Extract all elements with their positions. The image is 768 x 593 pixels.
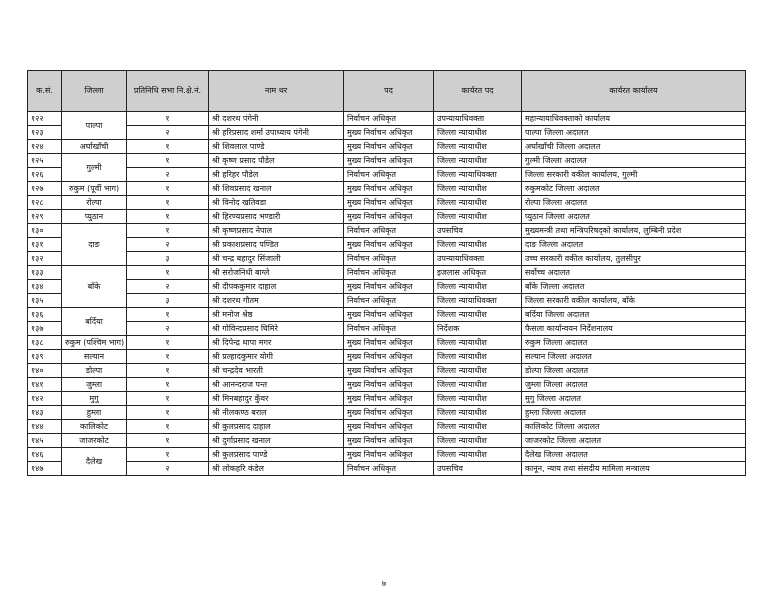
- serial-number-cell: १४४: [28, 420, 62, 434]
- name-cell: श्री प्रल्हादकुमार योगी: [209, 350, 344, 364]
- working-post-cell: निर्देशक: [434, 322, 522, 336]
- working-post-cell: जिल्ला न्यायाधीश: [434, 364, 522, 378]
- constituency-cell: १: [127, 420, 209, 434]
- header-working-office: कार्यरत कार्यालय: [522, 71, 746, 112]
- district-cell: दैलेख: [62, 448, 127, 476]
- name-cell: श्री प्रकाशप्रसाद पण्डित: [209, 238, 344, 252]
- working-office-cell: रोल्पा जिल्ला अदालत: [522, 196, 746, 210]
- table-row: [28, 392, 746, 406]
- working-office-cell: प्युठान जिल्ला अदालत: [522, 210, 746, 224]
- working-office-cell: रुकुमकोट जिल्ला अदालत: [522, 182, 746, 196]
- table-row: [28, 294, 746, 308]
- serial-number-cell: १३२: [28, 252, 62, 266]
- serial-number-cell: १२५: [28, 154, 62, 168]
- working-post-cell: जिल्ला न्यायाधीश: [434, 182, 522, 196]
- table-row: [28, 140, 746, 154]
- working-office-cell: मुगु जिल्ला अदालत: [522, 392, 746, 406]
- working-office-cell: कालिकोट जिल्ला अदालत: [522, 420, 746, 434]
- constituency-cell: १: [127, 266, 209, 280]
- constituency-cell: १: [127, 392, 209, 406]
- serial-number-cell: १२४: [28, 140, 62, 154]
- constituency-cell: २: [127, 126, 209, 140]
- working-post-cell: जिल्ला न्यायाधिवक्ता: [434, 168, 522, 182]
- serial-number-cell: १३४: [28, 280, 62, 294]
- table-row: [28, 238, 746, 252]
- district-cell: जुम्ला: [62, 378, 127, 392]
- table-row: [28, 420, 746, 434]
- name-cell: श्री दीपककुमार दाहाल: [209, 280, 344, 294]
- district-cell: मुगु: [62, 392, 127, 406]
- name-cell: श्री कुलप्रसाद दाहाल: [209, 420, 344, 434]
- table-row: [28, 252, 746, 266]
- table-row: [28, 210, 746, 224]
- name-cell: श्री दुर्गाप्रसाद खनाल: [209, 434, 344, 448]
- name-cell: श्री सरोजनिधी बाग्ले: [209, 266, 344, 280]
- name-cell: श्री दशरथ पंगेनी: [209, 112, 344, 126]
- working-post-cell: जिल्ला न्यायाधीश: [434, 406, 522, 420]
- table-row: [28, 364, 746, 378]
- working-office-cell: जिल्ला सरकारी वकील कार्यालय, गुल्मी: [522, 168, 746, 182]
- post-cell: मुख्य निर्वाचन अधिकृत: [344, 448, 434, 462]
- table-row: [28, 196, 746, 210]
- constituency-cell: १: [127, 140, 209, 154]
- serial-number-cell: १४५: [28, 434, 62, 448]
- working-office-cell: सल्यान जिल्ला अदालत: [522, 350, 746, 364]
- post-cell: मुख्य निर्वाचन अधिकृत: [344, 154, 434, 168]
- post-cell: मुख्य निर्वाचन अधिकृत: [344, 140, 434, 154]
- serial-number-cell: १४०: [28, 364, 62, 378]
- serial-number-cell: १२६: [28, 168, 62, 182]
- district-cell: सल्यान: [62, 350, 127, 364]
- name-cell: श्री शिवलाल पाण्डे: [209, 140, 344, 154]
- district-cell: जाजरकोट: [62, 434, 127, 448]
- header-post: पद: [344, 71, 434, 112]
- header-name: नाम थर: [209, 71, 344, 112]
- name-cell: श्री लोकहरि कंडेल: [209, 462, 344, 476]
- serial-number-cell: १२३: [28, 126, 62, 140]
- name-cell: श्री कुलप्रसाद पाण्डे: [209, 448, 344, 462]
- post-cell: निर्वाचन अधिकृत: [344, 168, 434, 182]
- post-cell: मुख्य निर्वाचन अधिकृत: [344, 350, 434, 364]
- constituency-cell: ३: [127, 294, 209, 308]
- post-cell: मुख्य निर्वाचन अधिकृत: [344, 308, 434, 322]
- working-post-cell: उपन्यायाधिवक्ता: [434, 252, 522, 266]
- post-cell: निर्वाचन अधिकृत: [344, 322, 434, 336]
- constituency-cell: १: [127, 224, 209, 238]
- constituency-cell: १: [127, 196, 209, 210]
- district-cell: रोल्पा: [62, 196, 127, 210]
- working-office-cell: दाङ जिल्ला अदालत: [522, 238, 746, 252]
- constituency-cell: १: [127, 434, 209, 448]
- working-office-cell: जुम्ला जिल्ला अदालत: [522, 378, 746, 392]
- name-cell: श्री विनोद खतिवडा: [209, 196, 344, 210]
- serial-number-cell: १२९: [28, 210, 62, 224]
- post-cell: मुख्य निर्वाचन अधिकृत: [344, 434, 434, 448]
- header-working-post: कार्यरत पद: [434, 71, 522, 112]
- constituency-cell: १: [127, 364, 209, 378]
- name-cell: श्री चन्द्र बहादुर सिंजाली: [209, 252, 344, 266]
- table-row: [28, 266, 746, 280]
- serial-number-cell: १२७: [28, 182, 62, 196]
- post-cell: मुख्य निर्वाचन अधिकृत: [344, 378, 434, 392]
- name-cell: श्री चन्द्रदेव भारती: [209, 364, 344, 378]
- serial-number-cell: १३३: [28, 266, 62, 280]
- table-row: [28, 336, 746, 350]
- constituency-cell: १: [127, 448, 209, 462]
- district-cell: पाल्पा: [62, 112, 127, 140]
- serial-number-cell: १२२: [28, 112, 62, 126]
- working-post-cell: उपसचिव: [434, 224, 522, 238]
- post-cell: मुख्य निर्वाचन अधिकृत: [344, 238, 434, 252]
- working-post-cell: जिल्ला न्यायाधीश: [434, 210, 522, 224]
- working-post-cell: जिल्ला न्यायाधीश: [434, 378, 522, 392]
- working-office-cell: मुख्यमन्त्री तथा मन्त्रिपरिषद्को कार्यालय, लुम्बिनी प्रदेश: [522, 224, 746, 238]
- working-post-cell: इजलास अधिकृत: [434, 266, 522, 280]
- working-office-cell: फैसला कार्यान्वयन निर्देशनालय: [522, 322, 746, 336]
- district-cell: गुल्मी: [62, 154, 127, 182]
- constituency-cell: १: [127, 154, 209, 168]
- working-office-cell: हुम्ला जिल्ला अदालत: [522, 406, 746, 420]
- constituency-cell: २: [127, 462, 209, 476]
- district-cell: प्युठान: [62, 210, 127, 224]
- post-cell: निर्वाचन अधिकृत: [344, 266, 434, 280]
- post-cell: निर्वाचन अधिकृत: [344, 112, 434, 126]
- name-cell: श्री दशरथ गौतम: [209, 294, 344, 308]
- serial-number-cell: १३५: [28, 294, 62, 308]
- constituency-cell: २: [127, 168, 209, 182]
- working-post-cell: उपन्यायाधिवक्ता: [434, 112, 522, 126]
- working-office-cell: सर्वोच्च अदालत: [522, 266, 746, 280]
- post-cell: निर्वाचन अधिकृत: [344, 294, 434, 308]
- post-cell: मुख्य निर्वाचन अधिकृत: [344, 392, 434, 406]
- post-cell: निर्वाचन अधिकृत: [344, 252, 434, 266]
- post-cell: मुख्य निर्वाचन अधिकृत: [344, 280, 434, 294]
- table-row: [28, 350, 746, 364]
- serial-number-cell: १३६: [28, 308, 62, 322]
- serial-number-cell: १३१: [28, 238, 62, 252]
- table-row: [28, 462, 746, 476]
- name-cell: श्री दिपेन्द्र थापा मगर: [209, 336, 344, 350]
- district-cell: दाङ: [62, 224, 127, 266]
- serial-number-cell: १३८: [28, 336, 62, 350]
- constituency-cell: १: [127, 182, 209, 196]
- table-row: [28, 322, 746, 336]
- working-post-cell: जिल्ला न्यायाधीश: [434, 420, 522, 434]
- working-post-cell: जिल्ला न्यायाधीश: [434, 196, 522, 210]
- constituency-cell: १: [127, 112, 209, 126]
- district-cell: रुकुम (पश्चिम भाग): [62, 336, 127, 350]
- working-post-cell: जिल्ला न्यायाधीश: [434, 448, 522, 462]
- table-row: [28, 448, 746, 462]
- constituency-cell: २: [127, 238, 209, 252]
- district-cell: रुकुम (पूर्वी भाग): [62, 182, 127, 196]
- constituency-cell: १: [127, 210, 209, 224]
- working-post-cell: जिल्ला न्यायाधीश: [434, 336, 522, 350]
- header-sn: क.सं.: [28, 71, 62, 112]
- table-body: [28, 112, 746, 476]
- working-office-cell: गुल्मी जिल्ला अदालत: [522, 154, 746, 168]
- header-constituency: प्रतिनिधि सभा नि.क्षे.नं.: [127, 71, 209, 112]
- table-row: [28, 154, 746, 168]
- table-row: [28, 168, 746, 182]
- post-cell: मुख्य निर्वाचन अधिकृत: [344, 182, 434, 196]
- working-post-cell: जिल्ला न्यायाधिवक्ता: [434, 294, 522, 308]
- serial-number-cell: १४६: [28, 448, 62, 462]
- post-cell: मुख्य निर्वाचन अधिकृत: [344, 196, 434, 210]
- district-cell: बर्दिया: [62, 308, 127, 336]
- working-post-cell: जिल्ला न्यायाधीश: [434, 434, 522, 448]
- serial-number-cell: १४१: [28, 378, 62, 392]
- constituency-cell: १: [127, 336, 209, 350]
- working-office-cell: कानून, न्याय तथा संसदीय मामिला मन्त्रालय: [522, 462, 746, 476]
- working-post-cell: उपसचिव: [434, 462, 522, 476]
- name-cell: श्री कृष्णप्रसाद नेपाल: [209, 224, 344, 238]
- name-cell: श्री कृष्ण प्रसाद पौडेल: [209, 154, 344, 168]
- working-office-cell: दैलेख जिल्ला अदालत: [522, 448, 746, 462]
- constituency-cell: १: [127, 378, 209, 392]
- post-cell: मुख्य निर्वाचन अधिकृत: [344, 336, 434, 350]
- name-cell: श्री हरिहर पौडेल: [209, 168, 344, 182]
- table-row: [28, 406, 746, 420]
- working-post-cell: जिल्ला न्यायाधीश: [434, 140, 522, 154]
- header-row: [28, 71, 746, 112]
- district-cell: अर्घाखाँची: [62, 140, 127, 154]
- table-row: [28, 112, 746, 126]
- header-district: जिल्ला: [62, 71, 127, 112]
- working-office-cell: महान्यायाधिवक्ताको कार्यालय: [522, 112, 746, 126]
- table-row: [28, 182, 746, 196]
- post-cell: निर्वाचन अधिकृत: [344, 224, 434, 238]
- working-office-cell: उच्च सरकारी वकील कार्यालय, तुलसीपुर: [522, 252, 746, 266]
- table-row: [28, 126, 746, 140]
- working-post-cell: जिल्ला न्यायाधीश: [434, 280, 522, 294]
- working-post-cell: जिल्ला न्यायाधीश: [434, 350, 522, 364]
- constituency-cell: १: [127, 406, 209, 420]
- name-cell: श्री हरिप्रसाद शर्मा उपाध्याय पंगेनी: [209, 126, 344, 140]
- constituency-cell: ३: [127, 252, 209, 266]
- name-cell: श्री मिनबहादुर कुँवर: [209, 392, 344, 406]
- working-office-cell: जाजरकोट जिल्ला अदालत: [522, 434, 746, 448]
- post-cell: मुख्य निर्वाचन अधिकृत: [344, 406, 434, 420]
- post-cell: मुख्य निर्वाचन अधिकृत: [344, 126, 434, 140]
- constituency-cell: १: [127, 350, 209, 364]
- working-office-cell: बर्दिया जिल्ला अदालत: [522, 308, 746, 322]
- district-cell: हुम्ला: [62, 406, 127, 420]
- district-cell: कालिकोट: [62, 420, 127, 434]
- post-cell: निर्वाचन अधिकृत: [344, 462, 434, 476]
- district-cell: बाँके: [62, 266, 127, 308]
- table-row: [28, 224, 746, 238]
- name-cell: श्री आनन्दराज पन्त: [209, 378, 344, 392]
- name-cell: श्री नीलकण्ठ बराल: [209, 406, 344, 420]
- serial-number-cell: १४७: [28, 462, 62, 476]
- constituency-cell: २: [127, 280, 209, 294]
- name-cell: श्री गोविन्दप्रसाद घिमिरे: [209, 322, 344, 336]
- name-cell: श्री हिरण्यप्रसाद भण्डारी: [209, 210, 344, 224]
- post-cell: मुख्य निर्वाचन अधिकृत: [344, 210, 434, 224]
- serial-number-cell: १२८: [28, 196, 62, 210]
- post-cell: मुख्य निर्वाचन अधिकृत: [344, 420, 434, 434]
- table-row: [28, 280, 746, 294]
- name-cell: श्री शिवप्रसाद खनाल: [209, 182, 344, 196]
- serial-number-cell: १४३: [28, 406, 62, 420]
- officer-table: [27, 70, 746, 476]
- page-number: ७: [381, 579, 387, 588]
- name-cell: श्री मनोज श्रेष्ठ: [209, 308, 344, 322]
- working-post-cell: जिल्ला न्यायाधीश: [434, 154, 522, 168]
- serial-number-cell: १४२: [28, 392, 62, 406]
- serial-number-cell: १३७: [28, 322, 62, 336]
- constituency-cell: १: [127, 308, 209, 322]
- table-row: [28, 434, 746, 448]
- working-office-cell: बाँके जिल्ला अदालत: [522, 280, 746, 294]
- working-office-cell: पाल्पा जिल्ला अदालत: [522, 126, 746, 140]
- working-office-cell: डोल्पा जिल्ला अदालत: [522, 364, 746, 378]
- serial-number-cell: १३९: [28, 350, 62, 364]
- working-post-cell: जिल्ला न्यायाधीश: [434, 126, 522, 140]
- table-row: [28, 308, 746, 322]
- district-cell: डोल्पा: [62, 364, 127, 378]
- working-post-cell: जिल्ला न्यायाधीश: [434, 308, 522, 322]
- working-office-cell: रुकुम जिल्ला अदालत: [522, 336, 746, 350]
- table-row: [28, 378, 746, 392]
- working-post-cell: जिल्ला न्यायाधीश: [434, 392, 522, 406]
- working-office-cell: अर्घाखाँची जिल्ला अदालत: [522, 140, 746, 154]
- working-post-cell: जिल्ला न्यायाधीश: [434, 238, 522, 252]
- constituency-cell: २: [127, 322, 209, 336]
- working-office-cell: जिल्ला सरकारी वकील कार्यालय, बाँके: [522, 294, 746, 308]
- post-cell: मुख्य निर्वाचन अधिकृत: [344, 364, 434, 378]
- serial-number-cell: १३०: [28, 224, 62, 238]
